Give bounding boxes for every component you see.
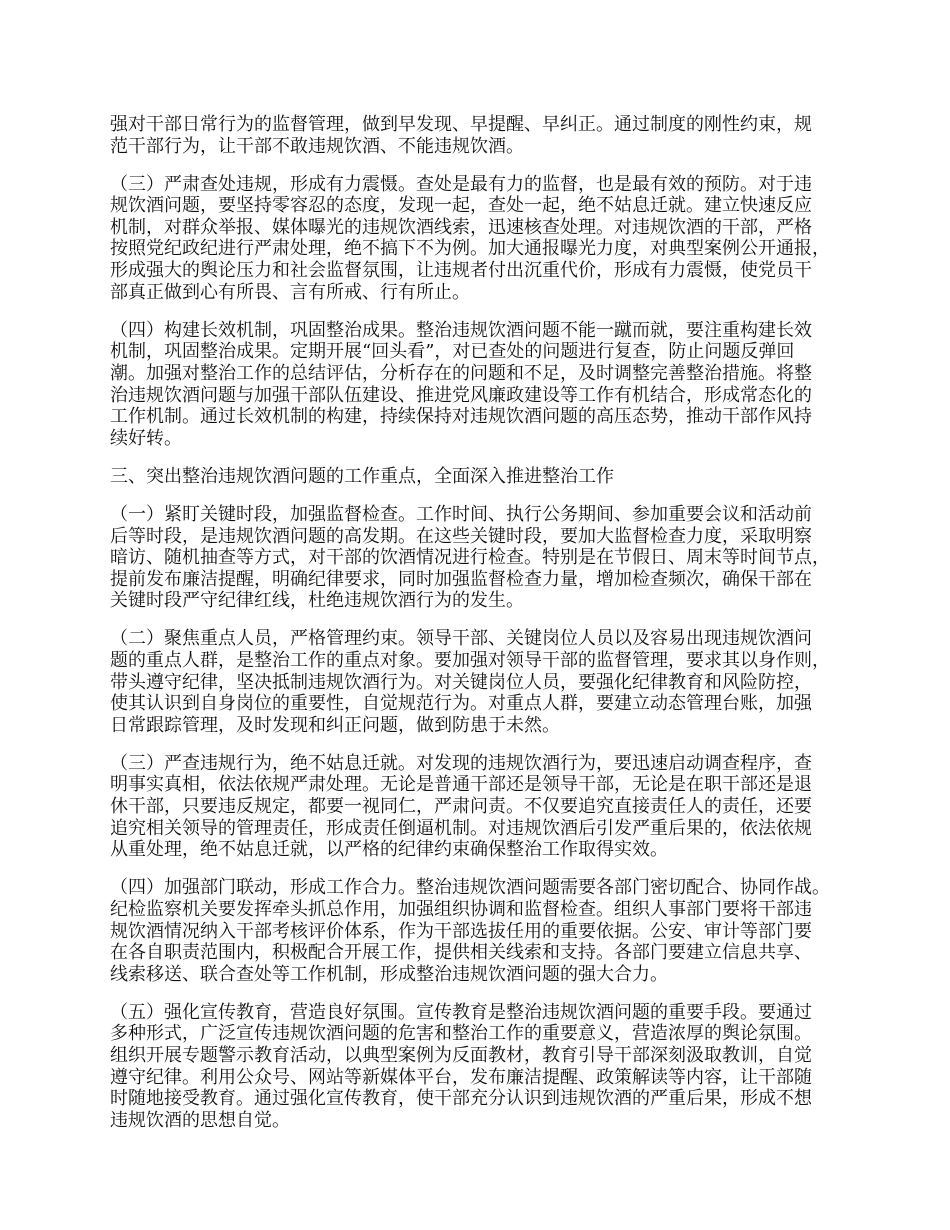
text-line: 追究相关领导的管理责任，形成责任倒逼机制。对违规饮酒后引发严重后果的，依法依规 bbox=[110, 817, 812, 839]
text-line: 规饮酒问题，要坚持零容忍的态度，发现一起，查处一起，绝不姑息迁就。建立快速反应 bbox=[110, 195, 812, 217]
text-line: 从重处理，绝不姑息迁就，以严格的纪律约束确保整治工作取得实效。 bbox=[110, 839, 668, 861]
text-line: 后等时段，是违规饮酒问题的高发期。在这些关键时段，要加大监督检查力度，采取明察 bbox=[110, 525, 812, 547]
document-page bbox=[110, 114, 870, 1148]
text-line: 违规饮酒的思想自觉。 bbox=[110, 1109, 290, 1131]
text-line: 机制，巩固整治成果。定期开展“回头看”，对已查处的问题进行复查，防止问题反弹回 bbox=[110, 341, 795, 363]
text-line: 带头遵守纪律，坚决抵制违规饮酒行为。对关键岗位人员，要强化纪律教育和风险防控， bbox=[110, 671, 812, 693]
text-line: 休干部，只要违反规定，都要一视同仁，严肃问责。不仅要追究直接责任人的责任，还要 bbox=[110, 796, 812, 818]
text-line: （三）严肃查处违规，形成有力震慑。查处是最有力的监督，也是最有效的预防。对于违 bbox=[110, 173, 812, 195]
text-line: （三）严查违规行为，绝不姑息迁就。对发现的违规饮酒行为，要迅速启动调查程序，查 bbox=[110, 752, 812, 774]
text-line: （一）紧盯关键时段，加强监督检查。工作时间、执行公务期间、参加重要会议和活动前 bbox=[110, 503, 812, 525]
text-line: 遵守纪律。利用公众号、网站等新媒体平台，发布廉洁提醒、政策解读等内容，让干部随 bbox=[110, 1066, 812, 1088]
text-line: 暗访、随机抽查等方式，对干部的饮酒情况进行检查。特别是在节假日、周末等时间节点， bbox=[110, 547, 830, 569]
text-line: 工作机制。通过长效机制的构建，持续保持对违规饮酒问题的高压态势，推动干部作风持 bbox=[110, 406, 812, 428]
text-line: （二）聚焦重点人员，严格管理约束。领导干部、关键岗位人员以及容易出现违规饮酒问 bbox=[110, 628, 812, 650]
text-line: 时随地接受教育。通过强化宣传教育，使干部充分认识到违规饮酒的严重后果，形成不想 bbox=[110, 1088, 812, 1110]
text-line: 组织开展专题警示教育活动，以典型案例为反面教材，教育引导干部深刻汲取教训，自觉 bbox=[110, 1044, 812, 1066]
text-line: 强对干部日常行为的监督管理，做到早发现、早提醒、早纠正。通过制度的刚性约束，规 bbox=[110, 114, 812, 135]
text-line: 线索移送、联合查处等工作机制，形成整治违规饮酒问题的强大合力。 bbox=[110, 963, 668, 985]
text-line: 使其认识到自身岗位的重要性，自觉规范行为。对重点人群，要建立动态管理台账，加强 bbox=[110, 693, 812, 715]
paragraph bbox=[110, 504, 870, 612]
text-line: 三、突出整治违规饮酒问题的工作重点，全面深入推进整治工作 bbox=[110, 465, 614, 487]
text-line: 多种形式，广泛宣传违规饮酒问题的危害和整治工作的重要意义，营造浓厚的舆论氛围。 bbox=[110, 1023, 812, 1045]
text-line: 按照党纪政纪进行严肃处理，绝不搞下不为例。加大通报曝光力度，对典型案例公开通报， bbox=[110, 238, 830, 260]
text-line: 规饮酒情况纳入干部考核评价体系，作为干部选拔任用的重要依据。公安、审计等部门要 bbox=[110, 920, 812, 942]
text-line: 提前发布廉洁提醒，明确纪律要求，同时加强监督检查力量，增加检查频次，确保干部在 bbox=[110, 568, 812, 590]
text-line: （四）加强部门联动，形成工作合力。整治违规饮酒问题需要各部门密切配合、协同作战。 bbox=[110, 877, 830, 899]
paragraph bbox=[110, 877, 870, 985]
paragraph bbox=[110, 1002, 870, 1132]
text-line: 纪检监察机关要发挥牵头抓总作用，加强组织协调和监督检查。组织人事部门要将干部违 bbox=[110, 898, 812, 920]
text-line: 关键时段严守纪律红线，杜绝违规饮酒行为的发生。 bbox=[110, 590, 524, 612]
section-heading bbox=[110, 466, 870, 488]
text-line: （五）强化宣传教育，营造良好氛围。宣传教育是整治违规饮酒问题的重要手段。要通过 bbox=[110, 1001, 812, 1023]
text-line: 潮。加强对整治工作的总结评估，分析存在的问题和不足，及时调整完善整治措施。将整 bbox=[110, 362, 812, 384]
text-line: 在各自职责范围内，积极配合开展工作，提供相关线索和支持。各部门要建立信息共享、 bbox=[110, 942, 812, 964]
text-line: 部真正做到心有所畏、言有所戒、行有所止。 bbox=[110, 281, 470, 303]
paragraph bbox=[110, 753, 870, 861]
text-line: 范干部行为，让干部不敢违规饮酒、不能违规饮酒。 bbox=[110, 135, 524, 157]
paragraph bbox=[110, 628, 870, 736]
paragraph bbox=[110, 114, 870, 157]
text-line: （四）构建长效机制，巩固整治成果。整治违规饮酒问题不能一蹴而就，要注重构建长效 bbox=[110, 319, 812, 341]
text-line: 题的重点人群，是整治工作的重点对象。要加强对领导干部的监督管理，要求其以身作则， bbox=[110, 649, 830, 671]
paragraph bbox=[110, 174, 870, 304]
text-line: 日常跟踪管理，及时发现和纠正问题，做到防患于未然。 bbox=[110, 714, 560, 736]
text-line: 形成强大的舆论压力和社会监督氛围，让违规者付出沉重代价，形成有力震慑，使党员干 bbox=[110, 260, 812, 282]
text-line: 治违规饮酒问题与加强干部队伍建设、推进党风廉政建设等工作有机结合，形成常态化的 bbox=[110, 384, 812, 406]
text-line: 机制，对群众举报、媒体曝光的违规饮酒线索，迅速核查处理。对违规饮酒的干部，严格 bbox=[110, 216, 812, 238]
text-line: 续好转。 bbox=[110, 427, 182, 449]
text-line: 明事实真相，依法依规严肃处理。无论是普通干部还是领导干部，无论是在职干部还是退 bbox=[110, 774, 812, 796]
paragraph bbox=[110, 320, 870, 450]
